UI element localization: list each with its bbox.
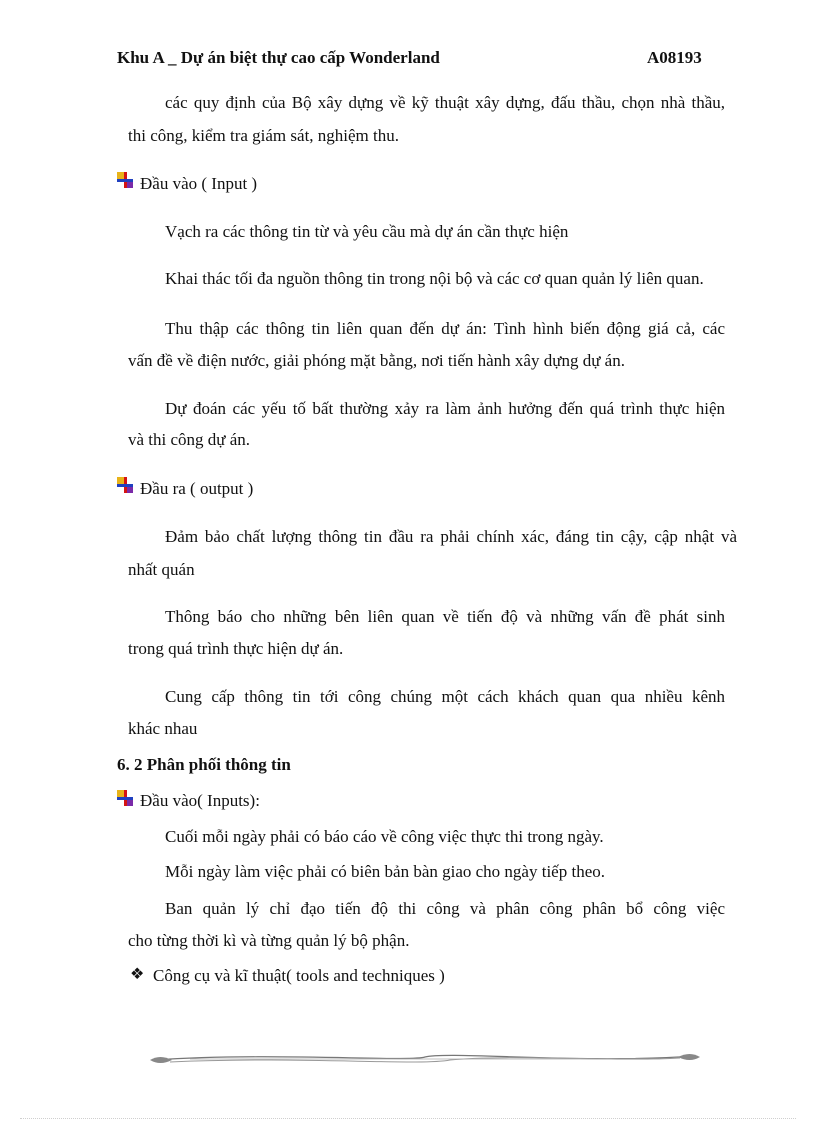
paragraph-line: nhất quán (128, 560, 195, 579)
page-header (117, 48, 717, 68)
paragraph-line: khác nhau (128, 719, 198, 738)
page-bottom-rule (20, 1118, 796, 1119)
paragraph-line: Thu thập các thông tin liên quan đến dự án: Tình hình biến động giá cả, các (165, 319, 725, 338)
paragraph-line: Dự đoán các yếu tố bất thường xảy ra làm ảnh hưởng đến quá trình thực hiện (165, 399, 725, 418)
input2-heading: Đầu vào( Inputs): (140, 791, 260, 810)
paragraph-line: cho từng thời kì và từng quản lý bộ phận. (128, 931, 410, 950)
paragraph-line: Ban quản lý chỉ đạo tiến độ thi công và phân công phân bổ công việc (165, 899, 725, 918)
header-code: A08193 (647, 48, 702, 67)
diamond-bullet-icon: ❖ (130, 966, 145, 983)
tools-heading: Công cụ và kĩ thuật( tools and techniques ) (153, 966, 445, 985)
paragraph-line: vấn đề về điện nước, giải phóng mặt bằng, nơi tiến hành xây dựng dự án. (128, 351, 625, 370)
paragraph-line: Thông báo cho những bên liên quan về tiến độ và những vấn đề phát sinh (165, 607, 725, 626)
paragraph-line: Cung cấp thông tin tới công chúng một cách khách quan qua nhiều kênh (165, 687, 725, 706)
bullet-icon (117, 477, 133, 493)
paragraph-line: thi công, kiểm tra giám sát, nghiệm thu. (128, 126, 400, 145)
paragraph-line: và thi công dự án. (128, 430, 251, 449)
paragraph-line: Đảm bảo chất lượng thông tin đầu ra phải chính xác, đáng tin cậy, cập nhật và (165, 527, 737, 546)
header-title: Khu A _ Dự án biệt thự cao cấp Wonderland (117, 48, 440, 67)
paragraph-line: Cuối mỗi ngày phải có báo cáo về công việc thực thi trong ngày. (165, 827, 604, 846)
output-heading: Đầu ra ( output ) (140, 479, 254, 498)
paragraph-line: các quy định của Bộ xây dựng về kỹ thuật xây dựng, đấu thầu, chọn nhà thầu, (165, 93, 725, 112)
bullet-icon (117, 172, 133, 188)
paragraph-line: Khai thác tối đa nguồn thông tin trong nội bộ và các cơ quan quản lý liên quan. (165, 269, 704, 288)
section-title: 6. 2 Phân phối thông tin (117, 755, 291, 774)
input-heading: Đầu vào ( Input ) (140, 174, 258, 193)
paragraph-line: Vạch ra các thông tin từ và yêu cầu mà dự án cần thực hiện (165, 222, 569, 241)
paragraph-line: trong quá trình thực hiện dự án. (128, 639, 344, 658)
ornamental-divider-icon (150, 1048, 700, 1068)
paragraph-line: Mỗi ngày làm việc phải có biên bản bàn giao cho ngày tiếp theo. (165, 862, 605, 881)
bullet-icon (117, 790, 133, 806)
